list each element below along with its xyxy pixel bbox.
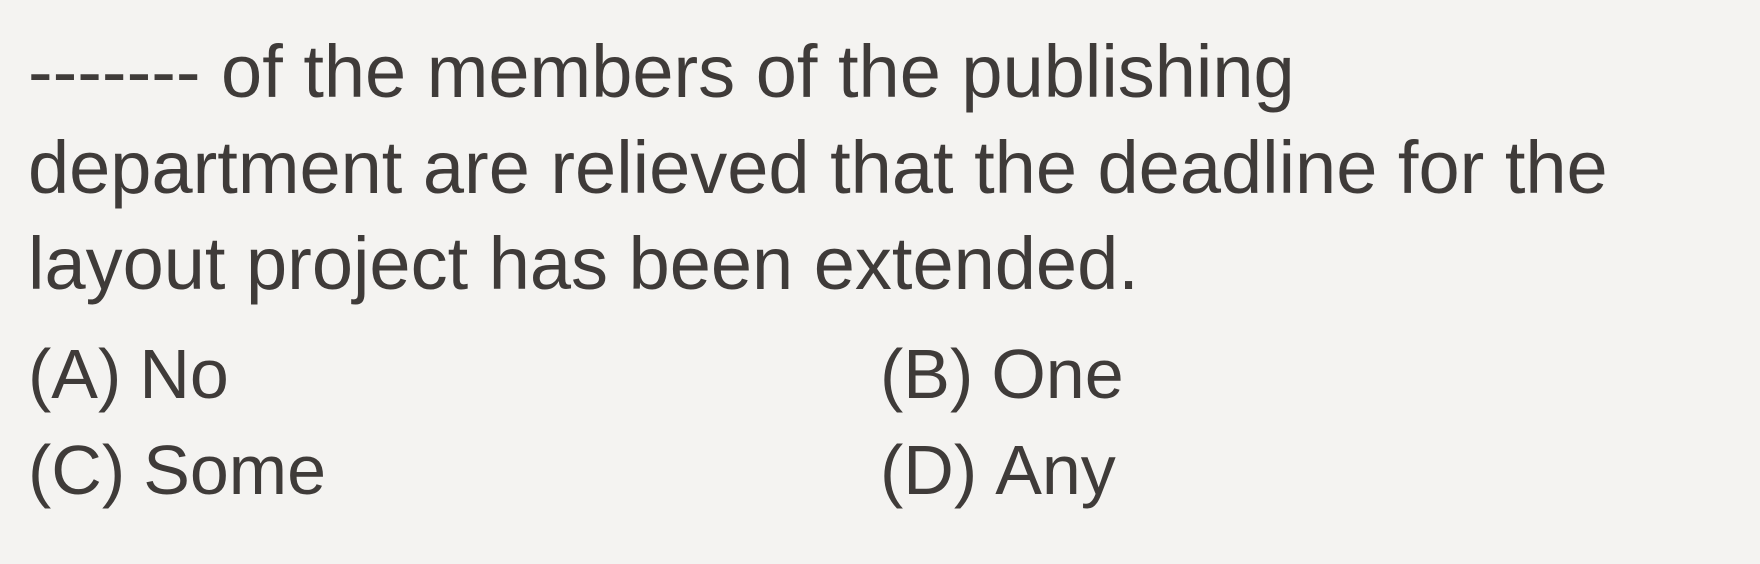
choice-b-text: One <box>991 335 1124 413</box>
choice-d-text: Any <box>995 431 1116 509</box>
question-line-3: layout project has been extended. <box>28 222 1139 305</box>
question-text <box>28 24 1728 312</box>
choice-b[interactable] <box>880 326 1124 422</box>
choice-c-letter: (C) <box>28 431 126 509</box>
choice-a[interactable] <box>28 326 229 422</box>
choice-c-text: Some <box>143 431 327 509</box>
choice-a-letter: (A) <box>28 335 122 413</box>
choice-row-2 <box>28 422 1728 518</box>
question-line-2: department are relieved that the deadline for the <box>28 126 1608 209</box>
choice-d[interactable] <box>880 422 1116 518</box>
choice-a-text: No <box>139 335 229 413</box>
choice-c[interactable] <box>28 422 326 518</box>
answer-choices <box>28 326 1728 518</box>
choice-b-letter: (B) <box>880 335 974 413</box>
choice-row-1 <box>28 326 1728 422</box>
question-line-1: ------- of the members of the publishing <box>28 30 1295 113</box>
choice-d-letter: (D) <box>880 431 978 509</box>
